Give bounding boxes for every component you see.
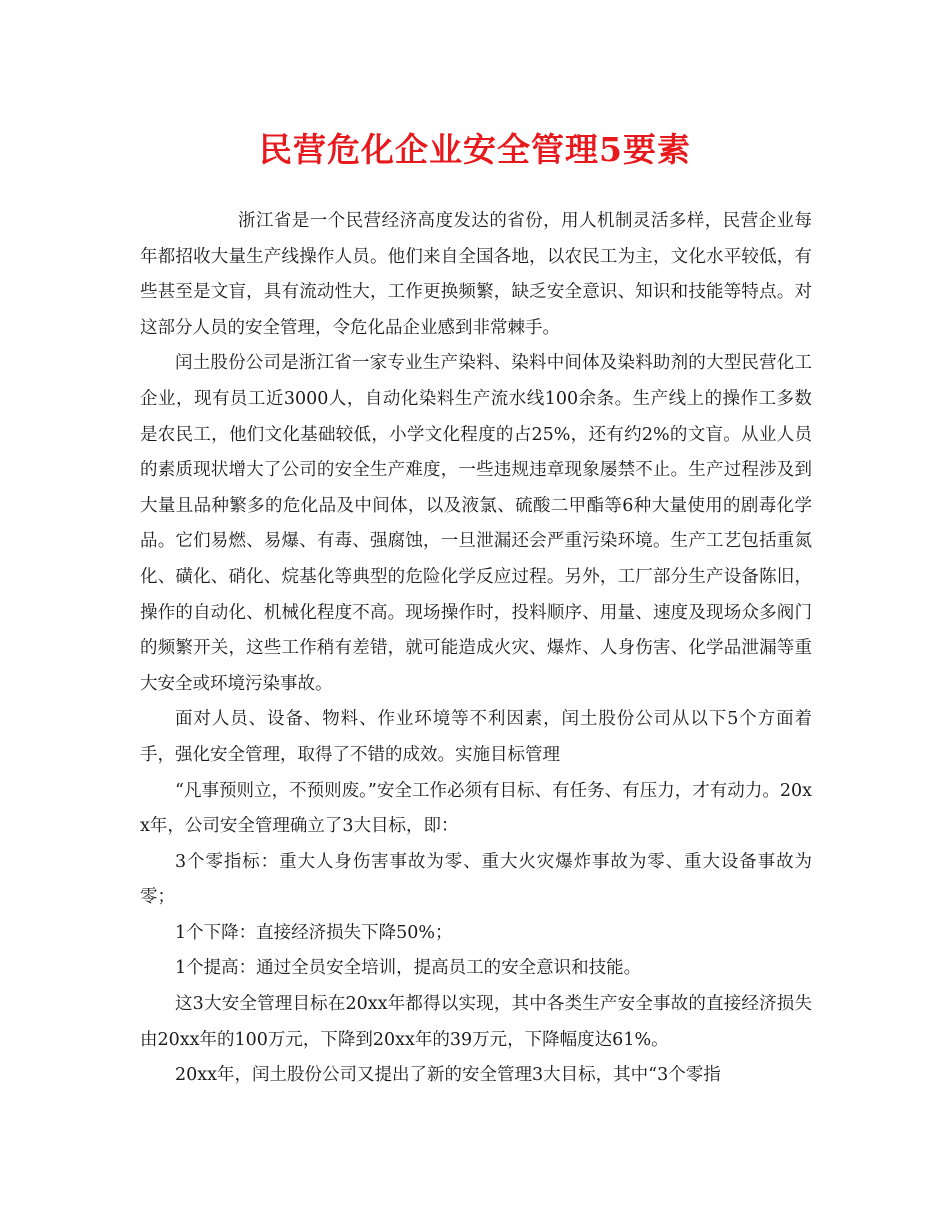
document-title: 民营危化企业安全管理5要素	[259, 130, 691, 169]
paragraph-intro: 浙江省是一个民营经济高度发达的省份，用人机制灵活多样，民营企业每年都招收大量生产线操作人员。他们来自全国各地，以农民工为主，文化水平较低，有些甚至是文盲，具有流动性大，工作更换频繁，缺乏安全意识、知识和技能等特点。对这部分人员的安全管理，令危化品企业感到非常棘手。	[140, 211, 812, 338]
paragraph-zero-targets: 3个零指标：重大人身伤害事故为零、重大火灾爆炸事故为零、重大设备事故为零；	[140, 851, 812, 908]
paragraph-goal-setting: “凡事预则立，不预则废。”安全工作必须有目标、有任务、有压力，才有动力。20xx年，公司安全管理确立了3大目标，即：	[140, 780, 812, 837]
paragraph-company-profile: 闰土股份公司是浙江省一家专业生产染料、染料中间体及染料助剂的大型民营化工企业，现有员工近3000人，自动化染料生产流水线100余条。生产线上的操作工多数是农民工，他们文化基础较低，小学文化程度的占25%，还有约2%的文盲。从业人员的素质现状增大了公司的安全生产难度，一些违规违章现象屡禁不止。生产过程涉及到大量且品种繁多的危化品及中间体，以及液氯、硫酸二甲酯等6种大量使用的剧毒化学品。它们易燃、易爆、有毒、强腐蚀，一旦泄漏还会严重污染环境。生产工艺包括重氮化、磺化、硝化、烷基化等典型的危险化学反应过程。另外，工厂部分生产设备陈旧，操作的自动化、机械化程度不高。现场操作时，投料顺序、用量、速度及现场众多阀门的频繁开关，这些工作稍有差错，就可能造成火灾、爆炸、人身伤害、化学品泄漏等重大安全或环境污染事故。	[140, 353, 812, 694]
paragraph-one-increase: 1个提高：通过全员安全培训，提高员工的安全意识和技能。	[175, 958, 642, 979]
paragraph-five-aspects: 面对人员、设备、物料、作业环境等不利因素，闰土股份公司从以下5个方面着手，强化安全管理，取得了不错的成效。实施目标管理	[140, 709, 812, 765]
paragraph-one-decrease: 1个下降：直接经济损失下降50%；	[175, 922, 453, 943]
paragraph-goal-results: 这3大安全管理目标在20xx年都得以实现，其中各类生产安全事故的直接经济损失由20xx年的100万元，下降到20xx年的39万元，下降幅度达61%。	[140, 994, 812, 1050]
document-body	[140, 204, 812, 1094]
paragraph-new-goals: 20xx年，闰土股份公司又提出了新的安全管理3大目标，其中“3个零指	[175, 1065, 721, 1086]
